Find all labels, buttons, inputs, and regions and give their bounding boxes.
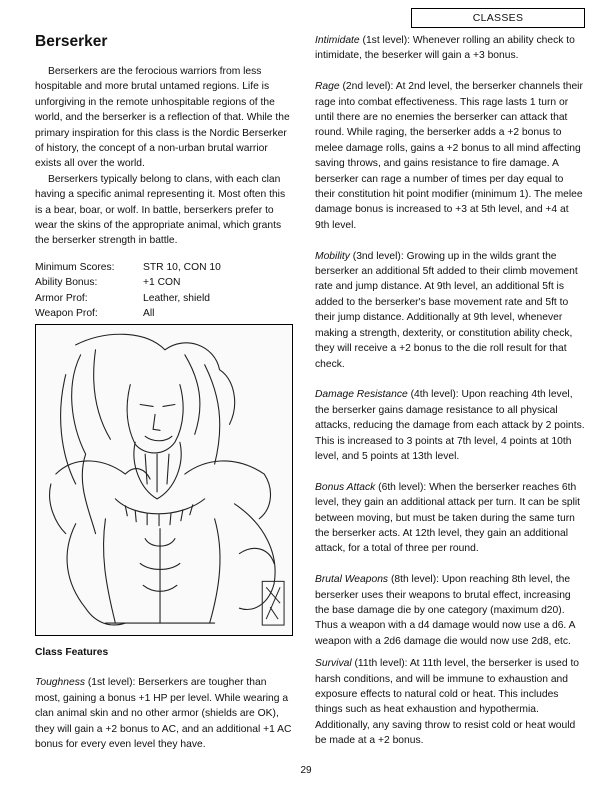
feature-level: (1st level): [85,677,139,689]
feature-rage [315,79,585,233]
stat-value: +1 CON [143,277,181,289]
stat-row [35,306,293,321]
stat-block [35,260,293,322]
feature-text: At 2nd level, the berserker channels their rage into combat effectiveness. This rage lasts 1 turn or until there are no enemies the berserker can attack that round. While raging, the berserker adds a +2 bonus to melee damage rolls, gains a +2 bonus to all mind affecting saving throws, and gains resistance to fire damage. A berserker can rage a number of times per day equal to their constitution hit point modifier (minimum 1). The melee damage bonus is increased to +3 at 5th level, and +4 at 9th level. [315,81,583,231]
feature-bonus-attack [315,480,585,557]
feature-level: (3nd level): [349,250,407,262]
stat-label: Weapon Prof: [35,308,98,320]
stat-label: Ability Bonus: [35,277,98,289]
feature-text: Growing up in the wilds grant the berserker an additional 5ft added to their climb movement rate and jump distance. At 9th level, an additional 5ft is added to the berserker's base movement rate and 5ft to their jump distance. Additionally at 9th level, whenever making a strength, dexterity, or constitution ability check, they will receive a +2 bonus to the die roll result for that check. [315,250,578,370]
feature-level: (11th level): [351,658,410,670]
feature-text: Berserkers are tougher than most, gaining a bonus +1 HP per level. While wearing a clan animal skin and no other armor (shields are OK), they will gain a +2 bonus to AC, and an additional +1 AC bonus for every even level they have. [35,677,292,751]
feature-name: Survival [315,658,352,670]
stat-value: Leather, shield [143,292,210,304]
feature-name: Toughness [35,677,86,689]
feature-level: (6th level): [375,481,430,493]
intro-paragraph: Berserkers are the ferocious warriors from less hospitable and more brutal untamed regions. Life is unforgiving in the remote unhospitable regions of the world, and the berserker is a reflection of that. While the primary inspiration for this class is the Nordic Berserker of history, the concept of a non-urban brutal warrior exists all over the world. [35,66,290,170]
stat-row [35,291,293,306]
stat-row [35,275,293,290]
feature-name: Damage Resistance [315,389,408,401]
feature-text: Upon reaching 8th level, the berserker uses their weapons to brutal effect, increasing the base damage die by one category (maximum d20). Thus a weapon with a d4 damage would now use a d6. A weapon with a 2d6 damage die would now use 2d8, etc. [315,574,575,647]
page-title: Berserker [35,33,108,50]
berserker-sketch-icon [36,325,292,635]
stat-value: STR 10, CON 10 [143,261,221,273]
feature-level: (4th level): [407,389,462,401]
feature-name: Brutal Weapons [315,574,389,586]
feature-intimidate [315,33,585,64]
left-column [35,64,293,322]
stat-row [35,260,293,275]
feature-level: (1st level): [359,35,413,46]
feature-name: Rage [315,81,340,93]
stat-label: Armor Prof: [35,292,88,304]
class-features-heading: Class Features [35,647,109,658]
section-header-tab: CLASSES [411,8,585,28]
stat-value: All [143,308,155,320]
intro-paragraph: Berserkers typically belong to clans, with each clan having a specific animal representing it. Most often this is a bear, boar, or wolf. In battle, berserkers prefer to wear the skins of the appropriate animal, which grants the berserker strength in battle. [35,173,286,247]
feature-name: Bonus Attack [315,481,376,493]
berserker-illustration [35,324,293,636]
feature-brutal-weapons [315,572,585,649]
feature-text: When the berserker reaches 6th level, they gain an additional attack per turn. It can be split between moving, but must be taken during the same turn the berserker acts. At 12th level, they gain an additional attack, for a total of three per round. [315,481,581,555]
feature-text: Whenever rolling an ability check to intimidate, the beserker will gain a +3 bonus. [315,35,575,62]
feature-survival [315,656,585,748]
page-number: 29 [300,765,312,776]
stat-label: Minimum Scores: [35,261,115,273]
feature-text: At 11th level, the berserker is used to harsh conditions, and will be immune to exhaustion and exposure effects to natural cold or heat. This includes things such as heat exhaustion and hypothermia. Additionally, any saving throw to resist cold or heat would be made at a +2 bonus. [315,658,580,747]
feature-toughness [35,675,293,752]
right-column [315,33,585,764]
feature-level: (2nd level): [339,81,396,93]
feature-text: Upon reaching 4th level, the berserker gains damage resistance to all physical attacks, reducing the damage from each attack by 2 points. This is increased to 3 points at 7th level, 4 points at 10th level, and 5 points at 13th level. [315,389,585,462]
feature-name: Mobility [315,250,350,262]
feature-damage-resistance [315,387,585,464]
feature-mobility [315,249,585,372]
class-features-section [35,645,293,752]
feature-name: Intimidate [315,35,360,46]
feature-level: (8th level): [388,574,442,586]
